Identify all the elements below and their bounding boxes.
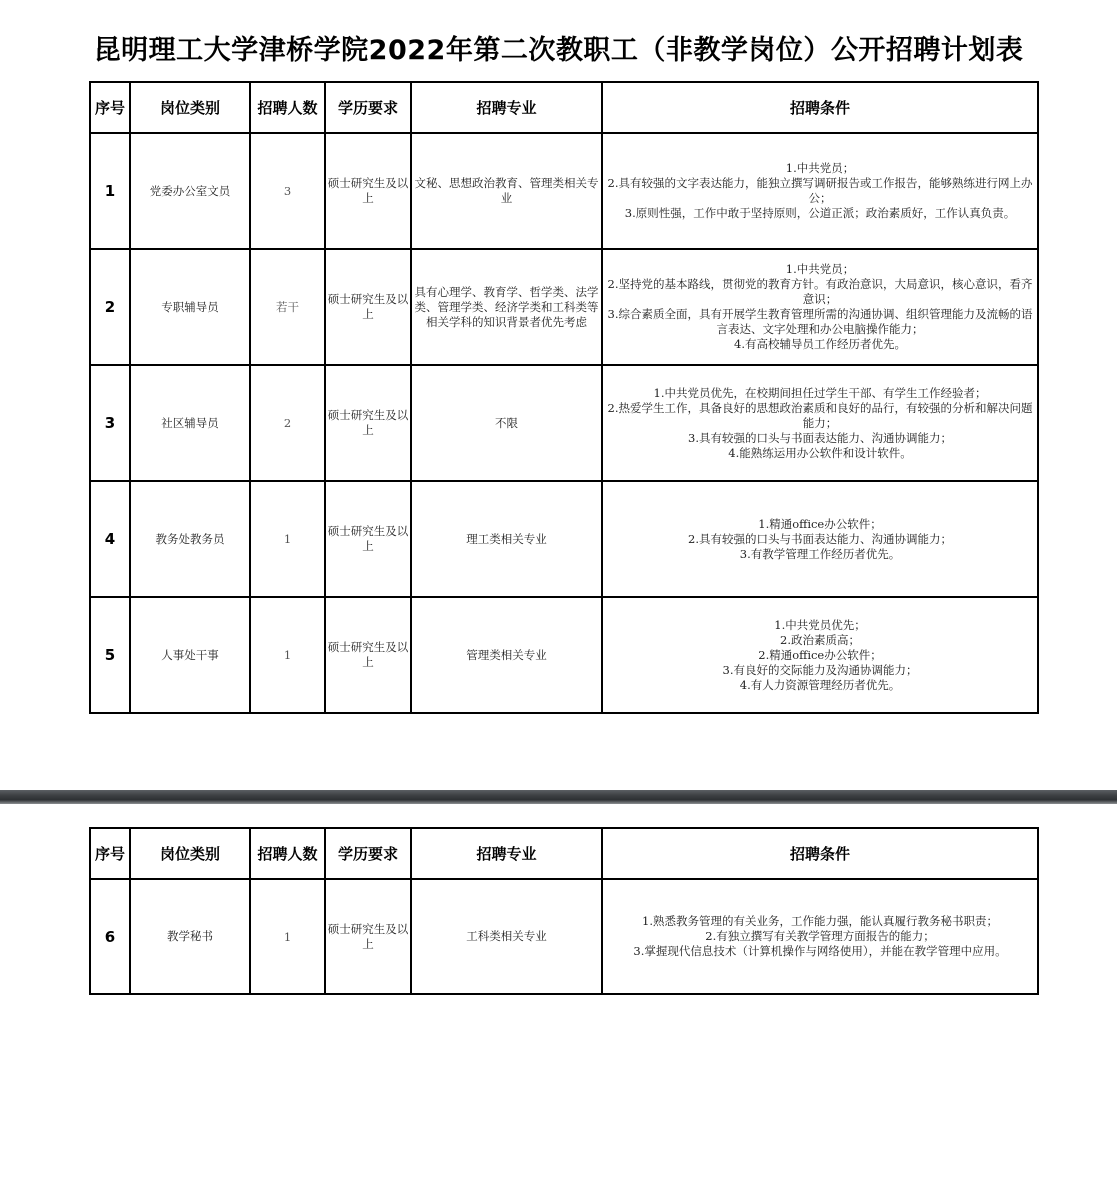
row-category: 教学秘书 <box>130 879 250 994</box>
header-major: 招聘专业 <box>411 82 602 133</box>
header-category: 岗位类别 <box>130 828 250 879</box>
row-count: 若干 <box>250 249 325 365</box>
condition-item: 3.原则性强，工作中敢于坚持原则，公道正派；政治素质好，工作认真负责。 <box>624 206 1016 220</box>
header-education: 学历要求 <box>325 828 411 879</box>
row-index: 4 <box>90 481 130 597</box>
row-major: 管理类相关专业 <box>411 597 602 713</box>
row-major: 工科类相关专业 <box>411 879 602 994</box>
row-index: 2 <box>90 249 130 365</box>
row-index: 5 <box>90 597 130 713</box>
row-conditions <box>602 879 1038 994</box>
page-separator <box>0 790 1117 804</box>
row-education: 硕士研究生及以上 <box>325 133 411 249</box>
condition-item: 3.有教学管理工作经历者优先。 <box>739 546 901 561</box>
row-category: 专职辅导员 <box>130 249 250 365</box>
condition-item: 1.中共党员； <box>785 262 855 276</box>
row-category: 党委办公室文员 <box>130 133 250 249</box>
condition-item: 2.有独立撰写有关教学管理方面报告的能力； <box>705 929 935 943</box>
row-major: 文秘、思想政治教育、管理类相关专业 <box>411 133 602 249</box>
row-conditions <box>602 481 1038 597</box>
row-conditions <box>602 133 1038 249</box>
row-count: 2 <box>250 365 325 481</box>
condition-item: 2.具有较强的文字表达能力，能独立撰写调研报告或工作报告，能够熟练进行网上办公； <box>607 176 1033 205</box>
header-count: 招聘人数 <box>250 82 325 133</box>
row-education: 硕士研究生及以上 <box>325 597 411 713</box>
row-education: 硕士研究生及以上 <box>325 879 411 994</box>
row-category: 教务处教务员 <box>130 481 250 597</box>
table-row <box>90 597 1038 713</box>
row-category: 社区辅导员 <box>130 365 250 481</box>
table-row <box>90 879 1038 994</box>
condition-item: 1.熟悉教务管理的有关业务，工作能力强，能认真履行教务秘书职责； <box>642 914 998 928</box>
header-count: 招聘人数 <box>250 828 325 879</box>
condition-item: 1.精通office办公软件； <box>758 516 882 531</box>
condition-item: 2.精通office办公软件； <box>758 647 882 662</box>
row-major: 理工类相关专业 <box>411 481 602 597</box>
condition-item: 2.热爱学生工作，具备良好的思想政治素质和良好的品行，有较强的分析和解决问题能力； <box>607 400 1033 430</box>
row-category: 人事处干事 <box>130 597 250 713</box>
condition-item: 3.掌握现代信息技术（计算机操作与网络使用），并能在教学管理中应用。 <box>633 944 1007 958</box>
condition-item: 1.中共党员优先； <box>774 617 866 632</box>
condition-item: 2.政治素质高； <box>780 632 860 647</box>
header-index: 序号 <box>90 828 130 879</box>
row-education: 硕士研究生及以上 <box>325 249 411 365</box>
condition-item: 3.综合素质全面，具有开展学生教育管理所需的沟通协调、组织管理能力及流畅的语言表达、文字处理和办公电脑操作能力； <box>607 307 1033 336</box>
condition-item: 1.中共党员； <box>785 161 855 175</box>
condition-item: 2.具有较强的口头与书面表达能力、沟通协调能力； <box>688 531 952 546</box>
recruitment-plan-table-continued <box>89 827 1039 995</box>
row-count: 3 <box>250 133 325 249</box>
row-index: 3 <box>90 365 130 481</box>
row-conditions <box>602 365 1038 481</box>
row-education: 硕士研究生及以上 <box>325 481 411 597</box>
row-major: 不限 <box>411 365 602 481</box>
table-header-row <box>90 82 1038 133</box>
condition-item: 2.坚持党的基本路线，贯彻党的教育方针。有政治意识，大局意识，核心意识，看齐意识； <box>607 277 1033 306</box>
row-count: 1 <box>250 481 325 597</box>
header-conditions: 招聘条件 <box>602 82 1038 133</box>
table-row <box>90 249 1038 365</box>
recruitment-plan-table <box>89 81 1039 714</box>
condition-item: 4.能熟练运用办公软件和设计软件。 <box>728 445 912 460</box>
row-education: 硕士研究生及以上 <box>325 365 411 481</box>
row-major: 具有心理学、教育学、哲学类、法学类、管理学类、经济学类和工科类等相关学科的知识背景者优先考虑 <box>411 249 602 365</box>
condition-item: 4.有人力资源管理经历者优先。 <box>739 677 901 692</box>
table-row <box>90 133 1038 249</box>
table-row <box>90 481 1038 597</box>
row-index: 1 <box>90 133 130 249</box>
header-index: 序号 <box>90 82 130 133</box>
header-major: 招聘专业 <box>411 828 602 879</box>
header-education: 学历要求 <box>325 82 411 133</box>
row-count: 1 <box>250 879 325 994</box>
header-category: 岗位类别 <box>130 82 250 133</box>
row-count: 1 <box>250 597 325 713</box>
table-header-row <box>90 828 1038 879</box>
document-title: 昆明理工大学津桥学院2022年第二次教职工（非教学岗位）公开招聘计划表 <box>93 35 1024 66</box>
row-index: 6 <box>90 879 130 994</box>
condition-item: 3.具有较强的口头与书面表达能力、沟通协调能力； <box>688 430 952 445</box>
row-conditions <box>602 597 1038 713</box>
header-conditions: 招聘条件 <box>602 828 1038 879</box>
condition-item: 4.有高校辅导员工作经历者优先。 <box>734 337 906 351</box>
condition-item: 3.有良好的交际能力及沟通协调能力； <box>722 662 918 677</box>
table-row <box>90 365 1038 481</box>
condition-item: 1.中共党员优先，在校期间担任过学生干部、有学生工作经验者； <box>653 385 987 400</box>
row-conditions <box>602 249 1038 365</box>
